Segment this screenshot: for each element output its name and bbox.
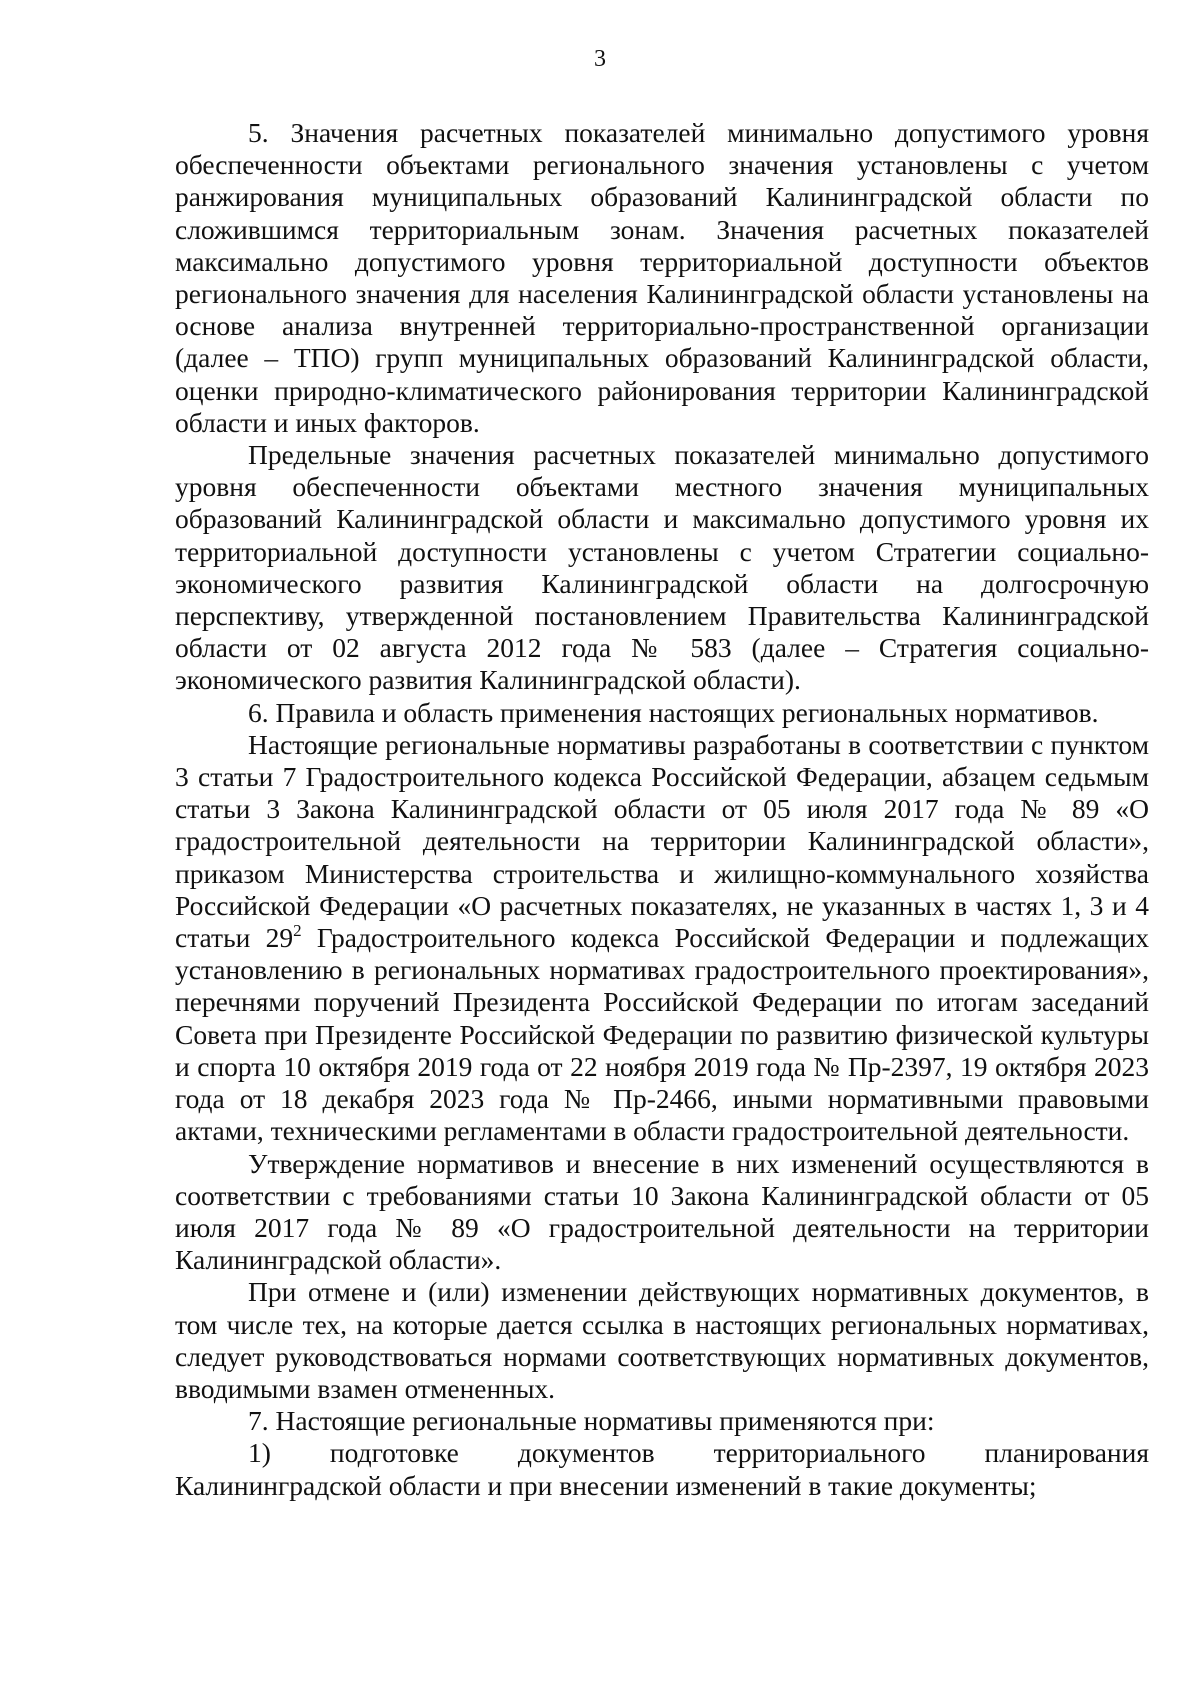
paragraph-cancellation: При отмене и (или) изменении действующих нормативных документов, в том числе тех, на которые дается ссылка в настоящих региональных нормативах, следует руководствоваться нормами соответствующих нормативных документов, вводимыми взамен отмененных. xyxy=(175,1276,1149,1404)
paragraph-7-heading: 7. Настоящие региональные нормативы применяются при: xyxy=(248,1405,935,1437)
paragraph-legal-basis xyxy=(175,729,1149,1148)
page-number: 3 xyxy=(594,46,606,72)
paragraph-5: 5. Значения расчетных показателей минимально допустимого уровня обеспеченности объектами регионального значения установлены с учетом ранжирования муниципальных образований Калининградской области по сложившимся территориальным зонам. Значения расчетных показателей максимально допустимого уровня территориальной доступности объектов регионального значения для населения Калининградской области установлены на основе анализа внутренней территориально-пространственной организации (далее – ТПО) групп муниципальных образований Калининградской области, оценки природно-климатического районирования территории Калининградской области и иных факторов. xyxy=(175,117,1149,438)
legal-basis-text-part2: Градостроительного кодекса Российской Федерации и подлежащих установлению в региональных нормативах градостроительного проектирования», перечнями поручений Президента Российской Федерации по итогам заседаний Совета при Президенте Российской Федерации по развитию физической культуры и спорта 10 октября 2019 года от 22 ноября 2019 года № Пр-2397, 19 октября 2023 года от 18 декабря 2023 года № Пр-2466, иными нормативными правовыми актами, техническими регламентами в области градостроительной деятельности. xyxy=(175,922,1149,1147)
paragraph-6-heading: 6. Правила и область применения настоящих региональных нормативов. xyxy=(248,696,1099,728)
legal-basis-text-part1: Настоящие региональные нормативы разработаны в соответствии с пунктом 3 статьи 7 Градостроительного кодекса Российской Федерации, абзацем седьмым статьи 3 Закона Калининградской области от 05 июля 2017 года № 89 «О градостроительной деятельности на территории Калининградской области», приказом Министерства строительства и жилищно-коммунального хозяйства Российской Федерации «О расчетных показателях, не указанных в частях 1, 3 и 4 статьи 29 xyxy=(175,728,1149,954)
document-body xyxy=(175,117,1149,1502)
list-item-1: 1) подготовке документов территориального планирования Калининградской области и при внесении изменений в такие документы; xyxy=(175,1437,1149,1501)
paragraph-approval: Утверждение нормативов и внесение в них изменений осуществляются в соответствии с требованиями статьи 10 Закона Калининградской области от 05 июля 2017 года № 89 «О градостроительной деятельности на территории Калининградской области». xyxy=(175,1147,1149,1276)
paragraph-limit-values: Предельные значения расчетных показателей минимально допустимого уровня обеспеченности объектами местного значения муниципальных образований Калининградской области и максимально допустимого уровня их территориальной доступности установлены с учетом Стратегии социально-экономического развития Калининградской области на долгосрочную перспективу, утвержденной постановлением Правительства Калининградской области от 02 августа 2012 года № 583 (далее – Стратегия социально-экономического развития Калининградской области). xyxy=(175,439,1149,696)
article-superscript: 2 xyxy=(293,921,302,941)
